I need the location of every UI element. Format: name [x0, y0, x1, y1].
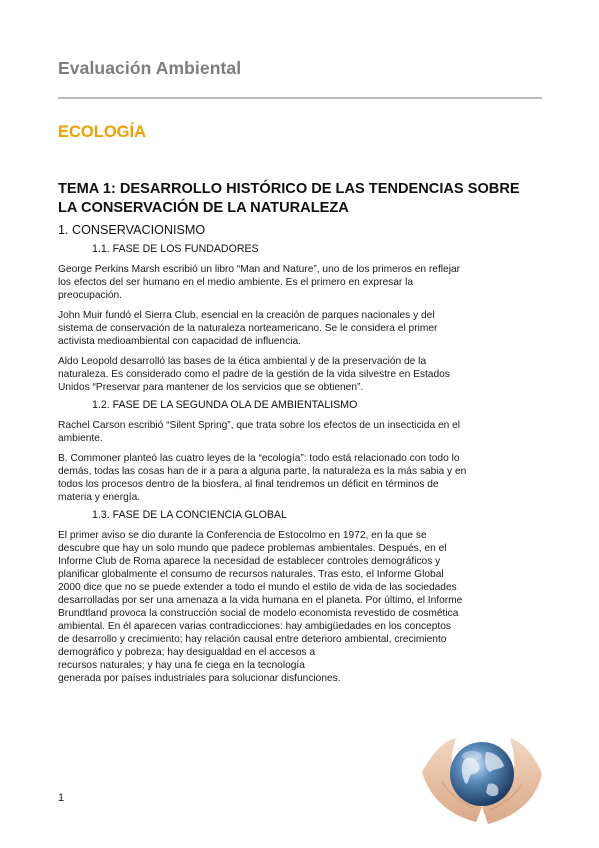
paragraph-line: naturaleza. Es considerado como el padre de la gestión de la vida silvestre en Estados	[58, 369, 450, 380]
paragraph-marsh	[58, 263, 544, 302]
topic-heading-line-2: LA CONSERVACIÓN DE LA NATURALEZA	[58, 200, 349, 216]
paragraph-line: John Muir fundó el Sierra Club, esencial en la creación de parques nacionales y del	[58, 310, 435, 321]
paragraph-line: Brundtland provoca la construcción social de modelo economista revestido de cosmética	[58, 608, 459, 619]
paragraph-line: materia y energía.	[58, 492, 141, 503]
paragraph-carson	[58, 419, 544, 445]
paragraph-line: Aldo Leopold desarrolló las bases de la ética ambiental y de la preservación de la	[58, 356, 427, 367]
paragraph-leopold	[58, 355, 544, 394]
document-body	[58, 180, 544, 685]
subject-title: ECOLOGÍA	[58, 123, 147, 141]
subsection-heading-1-1: 1.1. FASE DE LOS FUNDADORES	[92, 243, 259, 255]
paragraph-line: George Perkins Marsh escribió un libro “Man and Nature”, uno de los primeros en reflejar	[58, 264, 461, 275]
paragraph-line: preocupación.	[58, 290, 123, 301]
topic-heading	[58, 180, 544, 218]
paragraph-line: ambiental. En él aparecen varias contradicciones: hay ambigüedades en los conceptos	[58, 621, 452, 632]
subsection-heading-1-3: 1.3. FASE DE LA CONCIENCIA GLOBAL	[92, 509, 287, 521]
paragraph-line: ambiente.	[58, 433, 103, 444]
paragraph-muir	[58, 309, 544, 348]
paragraph-line: Informe Club de Roma aparece la necesidad de establecer controles demográficos y	[58, 556, 441, 567]
subsection-heading-1-2: 1.2. FASE DE LA SEGUNDA OLA DE AMBIENTALISMO	[92, 399, 358, 411]
paragraph-line: Unidos “Preservar para mantener de los servicios que se obtienen”.	[58, 382, 364, 393]
paragraph-line: activista medioambiental con capacidad de influencia.	[58, 336, 301, 347]
paragraph-line: 2000 dice que no se puede extender a todo el mundo el estilo de vida de las sociedades	[58, 582, 457, 593]
document-header-title: Evaluación Ambiental	[58, 58, 242, 78]
paragraph-line: generada por países industriales para solucionar disfunciones.	[58, 673, 341, 684]
paragraph-line: descubre que hay un solo mundo que padece problemas ambientales. Después, en el	[58, 543, 447, 554]
page-number: 1	[58, 792, 65, 804]
paragraph-line: de desarrollo y crecimiento; hay relación causal entre deterioro ambiental, crecimiento	[58, 634, 447, 645]
topic-heading-line-1: TEMA 1: DESARROLLO HISTÓRICO DE LAS TENDENCIAS SOBRE	[58, 181, 520, 197]
paragraph-commoner	[58, 452, 544, 504]
paragraph-line: los efectos del ser humano en el medio ambiente. Es el primero en expresar la	[58, 277, 414, 288]
paragraph-line: todos los procesos dentro de la biosfera, al final tendremos un déficit en términos de	[58, 479, 439, 490]
paragraph-line: recursos naturales; y hay una fe ciega en la tecnología	[58, 660, 305, 671]
paragraph-line: El primer aviso se dio durante la Conferencia de Estocolmo en 1972, en la que se	[58, 530, 427, 541]
header-divider	[58, 97, 542, 99]
hands-holding-globe-icon	[412, 712, 552, 830]
paragraph-conciencia-global	[58, 529, 544, 685]
paragraph-line: planificar globalmente el consumo de recursos naturales. Tras esto, el Informe Global	[58, 569, 444, 580]
paragraph-line: demográfico y pobreza; hay desigualdad en el accesos a	[58, 647, 316, 658]
paragraph-line: sistema de conservación de la naturaleza norteamericano. Se le considera el primer	[58, 323, 438, 334]
paragraph-line: B. Commoner planteó las cuatro leyes de la “ecología”: todo está relacionado con todo lo	[58, 453, 460, 464]
section-heading-conservacionismo: 1. CONSERVACIONISMO	[58, 223, 206, 237]
paragraph-line: desarrolladas por ser una amenaza a la vida humana en el planeta. Por último, el Informe	[58, 595, 463, 606]
paragraph-line: Rachel Carson escribió “Silent Spring”, que trata sobre los efectos de un insecticida en el	[58, 420, 461, 431]
paragraph-line: demás, todas las cosas han de ir a para a alguna parte, la naturaleza es la más sabia y en	[58, 466, 467, 477]
